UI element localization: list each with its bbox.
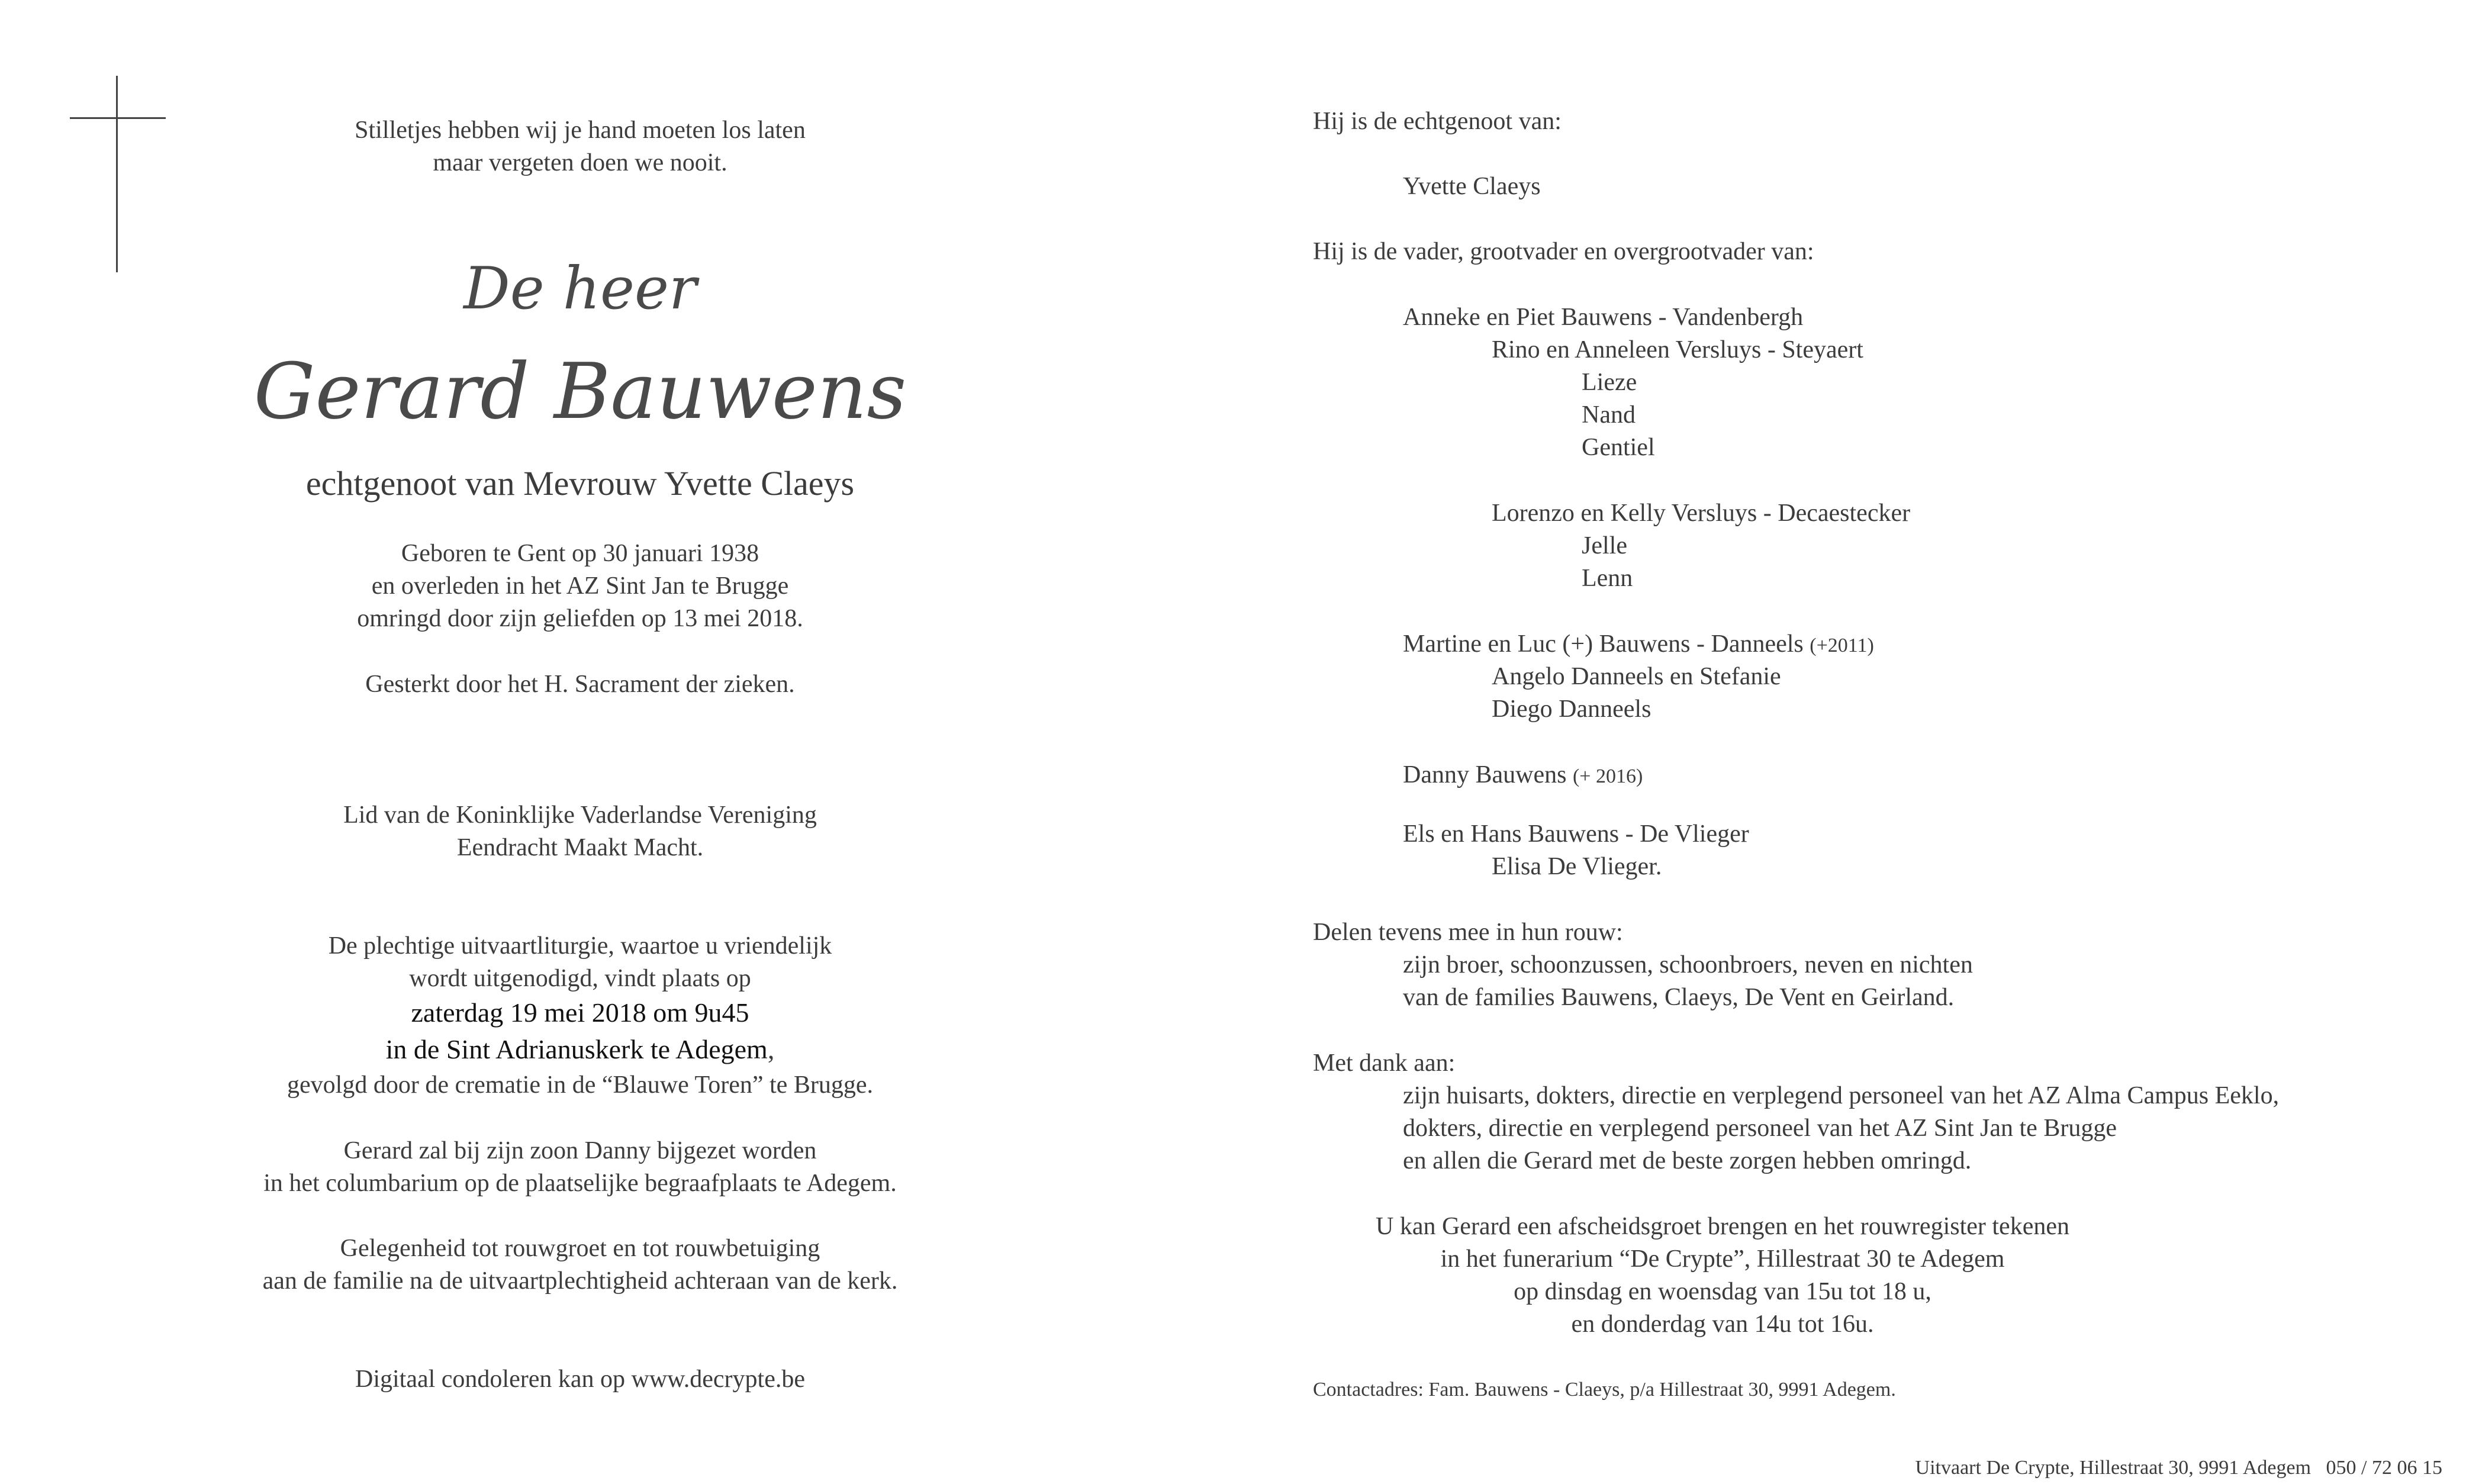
visit-line-1: U kan Gerard een afscheidsgroet brengen en het rouwregister tekenen — [1376, 1213, 2069, 1240]
birth-line-1: Geboren te Gent op 30 januari 1938 — [401, 540, 759, 567]
funeral-date: zaterdag 19 mei 2018 om 9u45 — [411, 997, 749, 1028]
family-line-1a1: Lieze — [1582, 369, 1637, 396]
visit-line-2: in het funerarium “De Crypte”, Hillestraat 30 te Adegem — [1440, 1245, 2005, 1273]
thanks-heading: Met dank aan: — [1313, 1050, 1456, 1077]
family-note-2: (+2011) — [1810, 635, 1874, 656]
funeral-line-2: wordt uitgenodigd, vindt plaats op — [409, 965, 751, 992]
family-line-1: Anneke en Piet Bauwens - Vandenbergh — [1403, 304, 1804, 331]
family-note-3: (+ 2016) — [1572, 765, 1643, 787]
salutation: De heer — [463, 255, 697, 323]
sacrament-line: Gesterkt door het H. Sacrament der zieken. — [365, 671, 795, 698]
family-heading: Hij is de vader, grootvader en overgrootvader van: — [1313, 238, 1814, 265]
family-line-1a: Rino en Anneleen Versluys - Steyaert — [1492, 336, 1863, 363]
visit-line-4: en donderdag van 14u tot 16u. — [1571, 1311, 1874, 1338]
poem-line-1: Stilletjes hebben wij je hand moeten los laten — [355, 117, 806, 144]
columbarium-line-1: Gerard zal bij zijn zoon Danny bijgezet worden — [343, 1137, 817, 1164]
family-line-1a3: Gentiel — [1582, 434, 1655, 461]
family-line-2 — [1403, 628, 1874, 662]
membership-line-1: Lid van de Koninklijke Vaderlandse Vereniging — [343, 801, 817, 829]
mourn-line-1: zijn broer, schoonzussen, schoonbroers, neven en nichten — [1403, 951, 1973, 978]
membership-line-2: Eendracht Maakt Macht. — [456, 834, 704, 861]
deceased-name: Gerard Bauwens — [253, 346, 907, 436]
birth-line-2: en overleden in het AZ Sint Jan te Brugge — [371, 572, 789, 600]
poem-line-2: maar vergeten doen we nooit. — [433, 149, 727, 176]
mourn-heading: Delen tevens mee in hun rouw: — [1313, 919, 1623, 946]
family-line-4a: Elisa De Vlieger. — [1492, 853, 1662, 880]
funeral-place: in de Sint Adrianuskerk te Adegem — [385, 1034, 768, 1064]
funeral-place-suffix: , — [767, 1034, 775, 1064]
thanks-line-2: dokters, directie en verplegend personeel van het AZ Sint Jan te Brugge — [1403, 1115, 2117, 1142]
spouse-line: echtgenoot van Mevrouw Yvette Claeys — [305, 464, 855, 503]
family-line-1b1: Jelle — [1582, 532, 1627, 559]
condolence-line-2: aan de familie na de uitvaartplechtigheid achteraan van de kerk. — [262, 1267, 898, 1295]
family-name-3: Danny Bauwens — [1403, 761, 1567, 788]
family-line-2b: Diego Danneels — [1492, 696, 1651, 723]
spouse-name: Yvette Claeys — [1403, 173, 1541, 200]
columbarium-line-2: in het columbarium op de plaatselijke begraafplaats te Adegem. — [263, 1170, 897, 1197]
footer-undertaker: Uitvaart De Crypte, Hillestraat 30, 9991 Adegem 050 / 72 06 15 — [1915, 1457, 2442, 1479]
family-line-3 — [1403, 759, 1643, 793]
birth-line-3: omringd door zijn geliefden op 13 mei 2018. — [357, 605, 803, 632]
family-line-1b: Lorenzo en Kelly Versluys - Decaestecker — [1492, 500, 1911, 527]
family-line-1a2: Nand — [1582, 401, 1636, 429]
family-line-4: Els en Hans Bauwens - De Vlieger — [1403, 820, 1749, 848]
cremation-line: gevolgd door de crematie in de “Blauwe Toren” te Brugge. — [287, 1071, 873, 1099]
digital-condolence-line: Digitaal condoleren kan op www.decrypte.be — [355, 1366, 805, 1393]
visit-line-3: op dinsdag en woensdag van 15u tot 18 u, — [1514, 1278, 1931, 1305]
thanks-line-3: en allen die Gerard met de beste zorgen hebben omringd. — [1403, 1147, 1972, 1174]
contact-address: Contactadres: Fam. Bauwens - Claeys, p/a Hillestraat 30, 9991 Adegem. — [1313, 1379, 1896, 1401]
family-name-2: Martine en Luc (+) Bauwens - Danneels — [1403, 630, 1804, 658]
family-line-2a: Angelo Danneels en Stefanie — [1492, 663, 1781, 690]
family-line-1b2: Lenn — [1582, 565, 1633, 592]
funeral-line-1: De plechtige uitvaartliturgie, waartoe u vriendelijk — [328, 932, 832, 960]
condolence-line-1: Gelegenheid tot rouwgroet en tot rouwbetuiging — [340, 1235, 820, 1262]
mourn-line-2: van de families Bauwens, Claeys, De Vent en Geirland. — [1403, 984, 1955, 1011]
spouse-heading: Hij is de echtgenoot van: — [1313, 108, 1562, 135]
thanks-line-1: zijn huisarts, dokters, directie en verplegend personeel van het AZ Alma Campus Eeklo, — [1403, 1082, 2280, 1109]
